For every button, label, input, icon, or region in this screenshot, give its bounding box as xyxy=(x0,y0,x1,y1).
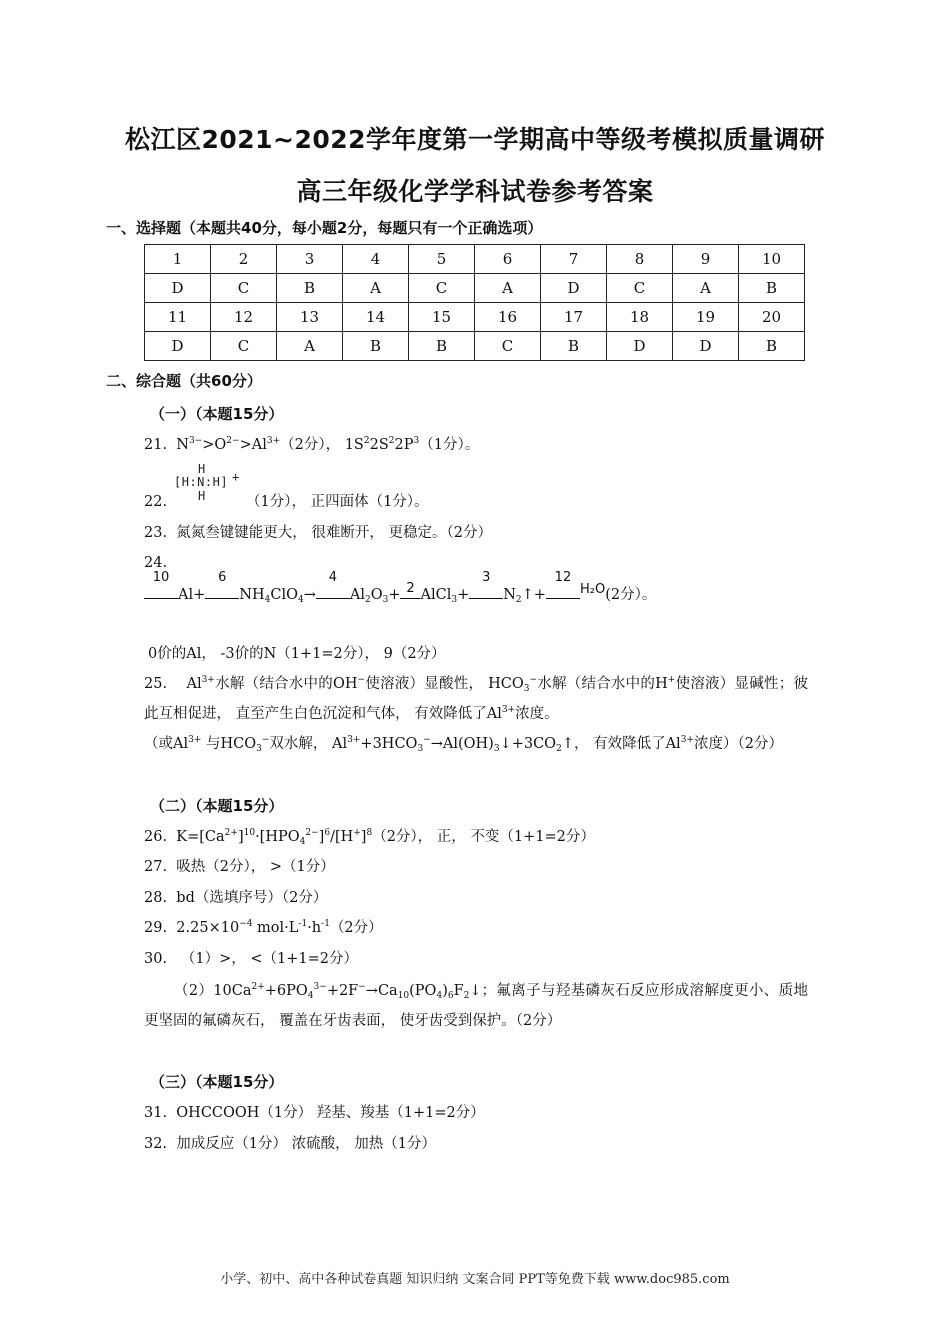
table-cell: B xyxy=(277,274,343,303)
table-cell: 12 xyxy=(211,303,277,332)
answer-25-alt: （或$Al^{3+}$ 与$HCO_3^-$双水解， $Al^{3+}+3HCO_3^-\to Al(OH)_3↓+3CO_2↑$， 有效降低了$Al^{3+}$浓度）（2分） xyxy=(144,735,783,754)
table-cell: B xyxy=(739,332,805,361)
table-cell: 16 xyxy=(475,303,541,332)
table-row xyxy=(145,274,805,303)
table-row xyxy=(145,245,805,274)
table-cell: C xyxy=(607,274,673,303)
table-cell: 14 xyxy=(343,303,409,332)
section-heading-comprehensive: 二、综合题（共60分） xyxy=(106,372,262,390)
table-cell: D xyxy=(145,274,211,303)
table-cell: B xyxy=(343,332,409,361)
table-row xyxy=(145,303,805,332)
table-cell: 13 xyxy=(277,303,343,332)
table-cell: 2 xyxy=(211,245,277,274)
table-cell: 20 xyxy=(739,303,805,332)
answer-26: 26. $K=[Ca^{2+}]^{10}\cdot[HPO_4^{2-}]^6/[H^+]^8(2$分）， 正， 不变（1+1=2分） xyxy=(144,828,595,847)
answer-29: 29. $2.25\times 10^{-4}$ $mol\cdot L^{-1}\cdot h^{-1}(2$分） xyxy=(144,919,383,936)
answer-28: 28. bd（选填序号）（2分） xyxy=(144,890,328,906)
part-heading-2: （二）（本题15分） xyxy=(150,797,284,815)
part-heading-1: （一）（本题15分） xyxy=(150,405,284,423)
answer-22-num: 22. xyxy=(144,494,168,510)
answer-21: 21. $N^{3-}>O^{2-}>Al^{3+}(2$分）， $1S^22S^22P^3(1$分）。 xyxy=(144,436,480,453)
table-cell: C xyxy=(211,274,277,303)
table-cell: B xyxy=(409,332,475,361)
table-cell: C xyxy=(409,274,475,303)
table-cell: 8 xyxy=(607,245,673,274)
table-cell: B xyxy=(541,332,607,361)
table-cell: D xyxy=(673,332,739,361)
table-cell: D xyxy=(541,274,607,303)
page-title-line2: 高三年级化学学科试卷参考答案 xyxy=(296,177,654,206)
answer-24-extra: 0价的Al， -3价的N（1+1=2分）， 9（2分） xyxy=(148,646,446,662)
table-cell: 9 xyxy=(673,245,739,274)
table-cell: 18 xyxy=(607,303,673,332)
table-cell: 10 xyxy=(739,245,805,274)
table-cell: C xyxy=(475,332,541,361)
table-cell: 19 xyxy=(673,303,739,332)
table-cell: 3 xyxy=(277,245,343,274)
table-cell: 5 xyxy=(409,245,475,274)
answer-23: 23. 氮氮叁键键能更大， 很难断开， 更稳定。（2分） xyxy=(144,525,492,541)
table-cell: D xyxy=(145,332,211,361)
table-cell: B xyxy=(739,274,805,303)
ammonium-electron-formula: H [H:N:H] + H xyxy=(174,462,240,503)
table-cell: 15 xyxy=(409,303,475,332)
table-cell: A xyxy=(475,274,541,303)
table-cell: 4 xyxy=(343,245,409,274)
answer-24-num: 24. xyxy=(144,555,168,571)
part-heading-3: （三）（本题15分） xyxy=(150,1073,284,1091)
answer-30: 30. （1）>， <（1+1=2分） xyxy=(144,951,358,967)
table-cell: 6 xyxy=(475,245,541,274)
answer-24-equation: 10 Al+ 6 $NH_4ClO_4\to$ 4 $Al_2O_3+$ 2 AlCl$_3$+ 3 $N_2↑+$ 12 H₂O(2分）。 xyxy=(144,582,656,606)
answer-25: 25. $Al^{3+}$水解（结合水中的OH−使溶液）显酸性， $HCO_3^-$水解（结合水中的H+使溶液）显碱性；彼此互相促进， 直至产生白色沉淀和气体， 有效降低了$Al^{3+}$浓度。 xyxy=(144,675,808,722)
table-cell: D xyxy=(607,332,673,361)
table-cell: 7 xyxy=(541,245,607,274)
table-cell: A xyxy=(343,274,409,303)
answer-31: 31. OHCCOOH（1分） 羟基、羧基（1+1=2分） xyxy=(144,1105,485,1121)
table-cell: A xyxy=(277,332,343,361)
answer-27: 27. 吸热（2分）， >（1分） xyxy=(144,859,335,875)
section-heading-choice: 一、选择题（本题共40分，每小题2分，每题只有一个正确选项） xyxy=(106,219,543,237)
table-cell: 17 xyxy=(541,303,607,332)
table-cell: 1 xyxy=(145,245,211,274)
table-cell: 11 xyxy=(145,303,211,332)
answer-table xyxy=(144,244,805,361)
answer-32: 32. 加成反应（1分） 浓硫酸， 加热（1分） xyxy=(144,1136,436,1152)
table-row xyxy=(145,332,805,361)
table-cell: A xyxy=(673,274,739,303)
answer-30-part2: $(2)10Ca^{2+}+6PO_4^{3-}+2F^-\to Ca_{10}(PO_4)_6F_2↓$；氟离子与羟基磷灰石反应形成溶解度更小、质地更坚固的氟磷灰石， 覆盖在牙齿表面， 使牙齿受到保护。（2分） xyxy=(144,982,808,1029)
answer-22: （1分）， 正四面体（1分）。 xyxy=(246,494,429,510)
table-cell: C xyxy=(211,332,277,361)
page-title-line1: 松江区2021~2022学年度第一学期高中等级考模拟质量调研 xyxy=(124,125,826,154)
page-footer: 小学、初中、高中各种试卷真题 知识归纳 文案合同 PPT等免费下载 www.doc985.com xyxy=(220,1272,730,1287)
